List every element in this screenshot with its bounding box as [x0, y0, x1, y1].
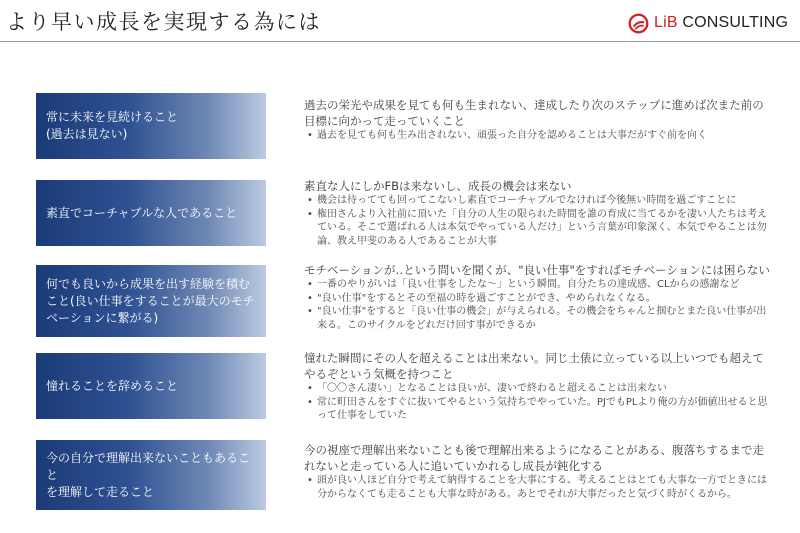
principle-lead-text: 今の視座で理解出来ないことも後で理解出来るようになることがある、腹落ちするまで走れないと走っている人に追いていかれるし成長が鈍化する — [304, 443, 764, 473]
principle-bullet: • 頭が良い人ほど自分で考えて納得することを大事にする、考えることはとても大事な一方でときには分からなくても走ることも大事な時がある。あとでそれが大事だったと気づく時がくるから。 — [304, 474, 774, 501]
principle-bullets — [304, 129, 774, 143]
principle-bullets — [304, 194, 774, 248]
principle-bullet: • 「〇〇さん凄い」となることは良いが、凄いで終わると超えることは出来ない — [304, 382, 774, 396]
principle-label-box — [36, 353, 266, 419]
principle-label — [46, 109, 178, 143]
principle-lead-text: 憧れた瞬間にその人を超えることは出来ない。同じ土俵に立っている以上いつでも超えてやるぞという気概を持つこと — [304, 351, 764, 381]
principle-description — [304, 262, 774, 332]
principle-label-box — [36, 93, 266, 159]
principle-label-line: 何でも良いから成果を出す経験を積む — [46, 276, 251, 291]
principle-label-line: こと(良い仕事をすることが最大のモチ — [46, 293, 255, 308]
principle-label — [46, 276, 255, 327]
principle-bullet: • 権田さんより入社前に頂いた「自分の人生の限られた時間を誰の育成に当てるかを凄い人たちは考えている。そこで選ばれる人は本気でやっている人だけ」という言葉が印象深く、本気でやることは勿論、教え甲斐のある人であることが大事 — [304, 208, 774, 249]
lib-logo-icon — [628, 13, 649, 34]
principle-description — [304, 442, 774, 501]
principle-label-line: を理解して走ること — [46, 484, 155, 499]
principle-bullet: • 機会は待ってても回ってこないし素直でコーチャブルでなければ今後無い時間を過ごすことに — [304, 194, 774, 208]
principle-label-box — [36, 440, 266, 510]
principle-description — [304, 350, 774, 423]
principle-lead-text: モチベーションが‥という問いを聞くが、"良い仕事"をすればモチベーションには困らない — [304, 263, 770, 277]
logo-text-prefix: LiB — [654, 14, 678, 31]
principle-label-box — [36, 265, 266, 337]
principle-label-box — [36, 180, 266, 246]
principle-label-line: 憧れることを辞めること — [46, 378, 179, 393]
principle-description — [304, 97, 774, 143]
principle-label — [46, 378, 178, 395]
principle-label — [46, 450, 260, 501]
principle-bullets — [304, 278, 774, 332]
header-divider — [0, 41, 800, 42]
principle-label — [46, 205, 237, 222]
principle-label-line: 常に未来を見続けること — [46, 110, 179, 124]
principle-bullet: • 一番のやりがいは「良い仕事をしたな～」という瞬間。自分たちの達成感、CLからの感謝など — [304, 278, 774, 292]
principle-bullet: • "良い仕事"をすると「良い仕事の機会」が与えられる。その機会をちゃんと掴むとまた良い仕事が出来る。このサイクルをどれだけ回す事ができるか — [304, 305, 774, 332]
principle-label-line: 素直でコーチャブルな人であること — [46, 205, 238, 220]
logo-text — [654, 14, 788, 32]
logo-text-suffix: CONSULTING — [677, 14, 789, 31]
principle-bullets — [304, 382, 774, 423]
principle-lead-text: 素直な人にしかFBは来ないし、成長の機会は来ない — [304, 179, 572, 193]
header — [0, 0, 800, 44]
principle-lead-text: 過去の栄光や成果を見ても何も生まれない、達成したり次のステップに進めば次また前の目標に向かって走っていくこと — [304, 98, 764, 128]
page-title: より早い成長を実現する為には — [6, 10, 321, 34]
principle-bullet: • 過去を見ても何も生み出されない、頑張った自分を認めることは大事だがすぐ前を向く — [304, 129, 774, 143]
principle-bullets — [304, 474, 774, 501]
company-logo — [628, 12, 788, 34]
principle-description — [304, 178, 774, 248]
principle-label-line: (過去は見ない) — [46, 127, 128, 141]
principle-label-line: 今の自分で理解出来ないこともあること — [46, 450, 251, 482]
principle-bullet: • "良い仕事"をするとその至福の時を過ごすことができ、やめられなくなる。 — [304, 292, 774, 306]
principle-bullet: • 常に町田さんをすぐに抜いてやるという気持ちでやっていた。PJでもPLより俺の方が価値出せると思って仕事をしていた — [304, 396, 774, 423]
principle-label-line: ベーションに繋がる) — [46, 310, 159, 325]
